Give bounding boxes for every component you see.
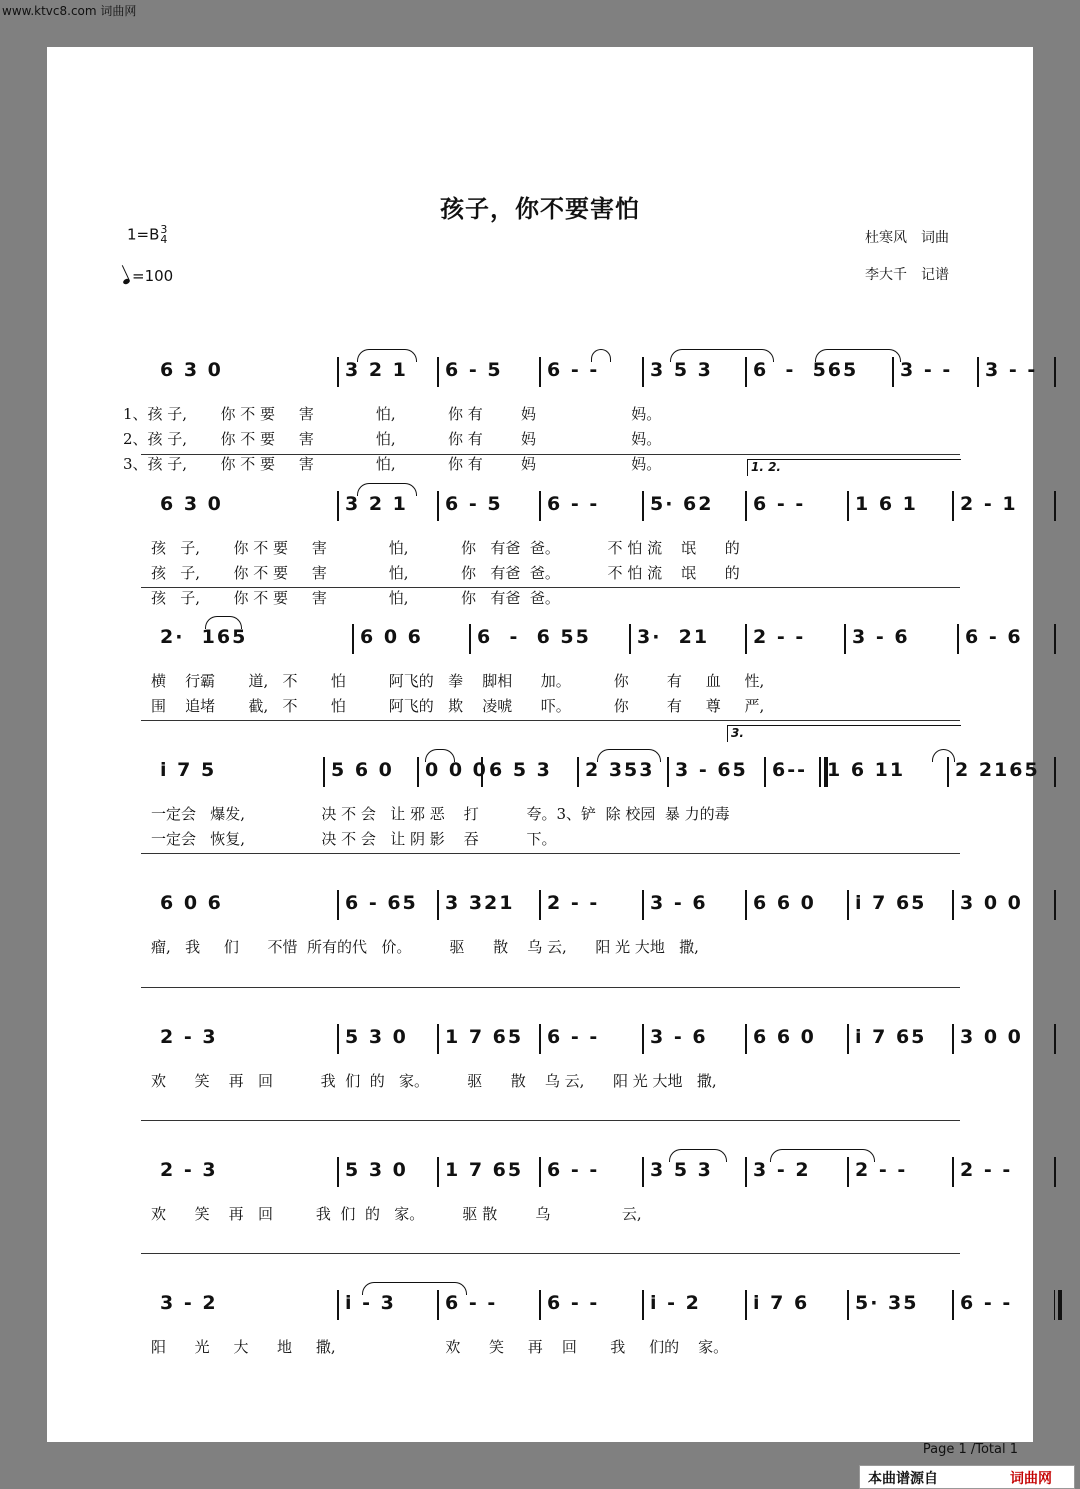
barline [337,491,339,521]
measure-notes: 6 - - [753,493,806,515]
barline [1054,1024,1056,1054]
measure-notes: 6 - - [547,1159,600,1181]
system-divider [141,853,960,854]
measure-notes: 6 0 6 [360,626,423,648]
barline [745,1290,747,1320]
measure-notes: 6 - - [445,1292,498,1314]
barline [481,757,483,787]
quarter-note-icon [122,278,130,285]
barline [437,1157,439,1187]
measure-notes: 6 - 65 [345,892,418,914]
barline [952,1157,954,1187]
measure-notes: 2 - - [960,1159,1013,1181]
lyricist-credit: 杜寒风 词曲 [865,230,949,246]
measure-notes: 6 - - [547,1292,600,1314]
score-system [147,1155,1013,1265]
measure-notes: 0 0 0 [425,759,488,781]
barline [539,1157,541,1187]
lyric-line: 一定会 爆发, 决 不 会 让 邪 恶 打 夸。3、铲 除 校园 暴 力的毒 [151,805,730,823]
score-system [147,888,1023,998]
measure-notes: 6 3 0 [160,359,223,381]
measure-notes: 3 2 1 [345,493,408,515]
barline [437,357,439,387]
measure-notes: i 7 6 [753,1292,810,1314]
barline [952,491,954,521]
barline [745,624,747,654]
measure-notes: 5· 35 [855,1292,919,1314]
lyric-line: 阳 光 大 地 撒, 欢 笑 再 回 我 们的 家。 [151,1338,729,1356]
barline [1054,1157,1056,1187]
measure-notes: 3 321 [445,892,515,914]
barline [745,1024,747,1054]
measure-notes: 2 - 1 [960,493,1018,515]
barline [764,757,766,787]
barline [539,1024,541,1054]
source-label: 本曲谱源自 [868,1471,938,1487]
slur-mark [591,349,611,362]
measure-notes: 3 0 0 [960,892,1023,914]
measure-notes: 6 5 3 [489,759,552,781]
measure-notes: 1 6 1 [855,493,918,515]
barline [437,491,439,521]
barline [337,1024,339,1054]
measure-notes: 6 - 565 [753,359,859,381]
measure-notes: 6 - 5 [445,493,503,515]
measure-notes: 3 0 0 [960,1026,1023,1048]
measure-notes: 6 - - [547,359,600,381]
score-system [147,1022,1023,1132]
measure-notes: 3 - 65 [675,759,748,781]
measure-notes: 5 3 0 [345,1159,408,1181]
volta-bracket: 1. 2. [747,459,961,476]
slur-mark [357,349,417,362]
measure-notes: 1 7 65 [445,1026,524,1048]
barline [1054,1290,1062,1320]
measure-notes: 6 - - [547,1026,600,1048]
measure-notes: 6 0 6 [160,892,223,914]
barline [642,1024,644,1054]
barline [437,890,439,920]
slur-mark [357,483,417,496]
measure-notes: 1 7 65 [445,1159,524,1181]
lyric-line: 孩 子, 你 不 要 害 怕, 你 有爸 爸。 不 怕 流 氓 的 [151,564,740,582]
barline [1054,357,1056,387]
key-signature [127,225,167,245]
barline [847,491,849,521]
lyric-line: 2、孩 子, 你 不 要 害 怕, 你 有 妈 妈。 [123,430,662,448]
volta-bracket: 3. [727,725,961,742]
measure-notes: 6 - 6 [965,626,1023,648]
system-divider [141,720,960,721]
lyric-line: 一定会 恢复, 决 不 会 让 阴 影 吞 下。 [151,830,557,848]
barline [1054,624,1056,654]
system-divider [141,987,960,988]
lyric-line: 欢 笑 再 回 我 们 的 家。 驱 散 乌 云, 阳 光 大地 撒, [151,1072,717,1090]
barline [745,890,747,920]
measure-notes: i - 3 [345,1292,396,1314]
measure-notes: 6-- [772,759,807,781]
measure-notes: 2 - - [753,626,806,648]
barline [952,1024,954,1054]
measure-notes: 6 3 0 [160,493,223,515]
barline [352,624,354,654]
lyric-line: 孩 子, 你 不 要 害 怕, 你 有爸 爸。 [151,589,560,607]
measure-notes: 5· 62 [650,493,714,515]
slur-mark [205,616,242,629]
barline [337,1157,339,1187]
measure-notes: 6 - 6 55 [477,626,591,648]
measure-notes: 2 - - [547,892,600,914]
barline [642,890,644,920]
barline [957,624,959,654]
lyric-line: 横 行霸 道, 不 怕 阿飞的 拳 脚相 加。 你 有 血 性, [151,672,765,690]
barline [437,1024,439,1054]
barline [1054,890,1056,920]
site-link[interactable]: 词曲网 [1010,1471,1052,1487]
barline [337,357,339,387]
measure-notes: 3 - 6 [650,1026,708,1048]
barline [952,1290,954,1320]
barline [629,624,631,654]
measure-notes: 6 - 5 [445,359,503,381]
lyric-line: 3、孩 子, 你 不 要 害 怕, 你 有 妈 妈。 [123,455,662,473]
key-text: 1=B [127,225,160,244]
barline [745,1157,747,1187]
lyric-line: 围 追堵 截, 不 怕 阿飞的 欺 凌唬 吓。 你 有 尊 严, [151,697,765,715]
score-page [47,47,1040,1442]
page-counter: Page 1 /Total 1 [922,1442,1018,1457]
barline [642,357,644,387]
barline [847,1024,849,1054]
measure-notes: 3· 21 [637,626,710,648]
barline [539,491,541,521]
measure-notes: 2· 165 [160,626,248,648]
barline [417,757,419,787]
measure-notes: 3 5 3 [650,359,713,381]
barline [1054,757,1056,787]
barline [642,1290,644,1320]
measure-notes: 3 - 6 [650,892,708,914]
slur-mark [362,1282,467,1295]
lyric-line: 欢 笑 再 回 我 们 的 家。 驱 散 乌 云, [151,1205,642,1223]
barline [847,890,849,920]
measure-notes: 6 6 0 [753,1026,816,1048]
barline [337,890,339,920]
system-divider [141,587,960,588]
measure-notes: 5 6 0 [331,759,394,781]
measure-notes: 2 - 3 [160,1159,218,1181]
measure-notes: 1 6 11 [827,759,906,781]
barline [1054,491,1056,521]
measure-notes: i 7 65 [855,892,927,914]
measure-notes: 2 - - [855,1159,908,1181]
measure-notes: i 7 5 [160,759,217,781]
system-divider [141,454,960,455]
barline [539,357,541,387]
barline [539,890,541,920]
barline [667,757,669,787]
measure-notes: 5 3 0 [345,1026,408,1048]
slur-mark [670,349,774,362]
barline [337,1290,339,1320]
barline [642,1157,644,1187]
system-divider [141,1253,960,1254]
barline [952,890,954,920]
measure-notes: 6 - - [960,1292,1013,1314]
barline [469,624,471,654]
transcriber-credit: 李大千 记谱 [865,267,949,283]
barline [847,1290,849,1320]
slur-mark [932,749,955,762]
barline [977,357,979,387]
measure-notes: 3 5 3 [650,1159,713,1181]
measure-notes: i - 2 [650,1292,701,1314]
barline [745,491,747,521]
measure-notes: 2 - 3 [160,1026,218,1048]
time-signature: 3 4 [160,223,168,246]
measure-notes: 2 353 [585,759,655,781]
slur-mark [669,1149,727,1162]
measure-notes: 6 - - [547,493,600,515]
measure-notes: 6 6 0 [753,892,816,914]
lyric-line: 孩 子, 你 不 要 害 怕, 你 有爸 爸。 不 怕 流 氓 的 [151,539,740,557]
watermark-text: www.ktvc8.com 词曲网 [2,4,137,18]
barline [323,757,325,787]
measure-notes: 3 - - [985,359,1038,381]
barline [577,757,579,787]
barline [539,1290,541,1320]
measure-notes: 3 2 1 [345,359,408,381]
lyric-line: 1、孩 子, 你 不 要 害 怕, 你 有 妈 妈。 [123,405,662,423]
slur-mark [815,349,901,362]
score-system [147,1288,1013,1398]
score-system [147,622,1023,732]
slur-mark [770,1149,875,1162]
measure-notes: 2 2165 [955,759,1040,781]
slur-mark [425,749,455,762]
measure-notes: 3 - 2 [753,1159,811,1181]
measure-notes: 3 - 2 [160,1292,218,1314]
score-system [147,726,1040,865]
barline [642,491,644,521]
measure-notes: 3 - - [900,359,953,381]
measure-notes: i 7 65 [855,1026,927,1048]
source-banner[interactable] [859,1465,1075,1489]
barline [844,624,846,654]
tempo-marking: =100 [123,267,173,285]
song-title: 孩子，你不要害怕 [440,194,640,223]
lyric-line: 瘤, 我 们 不惜 所有的代 价。 驱 散 乌 云, 阳 光 大地 撒, [151,938,699,956]
slur-mark [597,749,661,762]
measure-notes: 3 - 6 [852,626,910,648]
system-divider [141,1120,960,1121]
